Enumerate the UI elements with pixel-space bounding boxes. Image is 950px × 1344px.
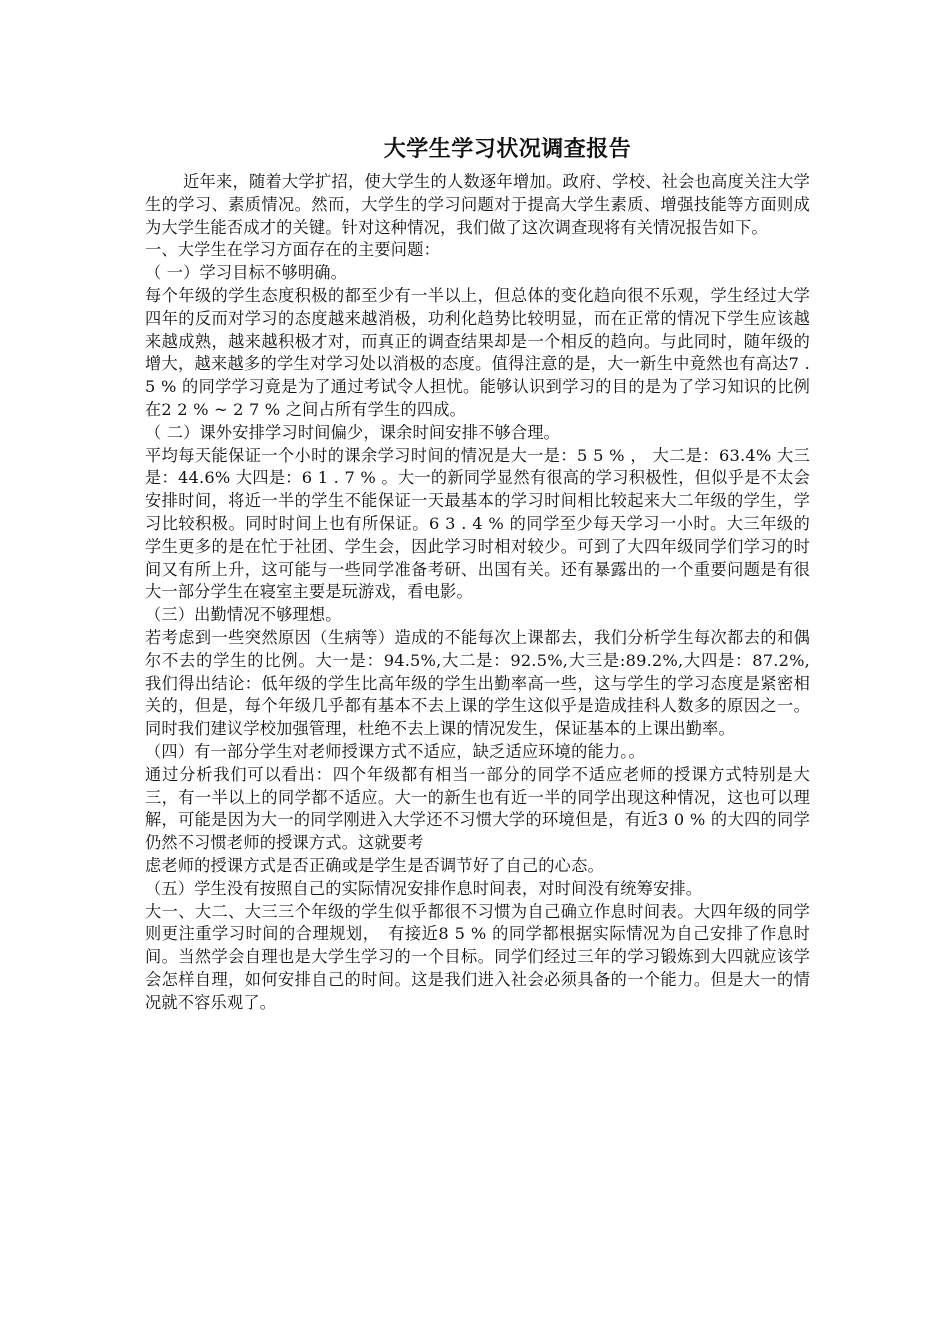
- subsection-heading-4: （四）有一部分学生对老师授课方式不适应，缺乏适应环境的能力。。: [145, 741, 645, 761]
- subsection-heading-3: （三）出勤情况不够理想。: [145, 605, 342, 625]
- subsection-body-4b: 虑老师的授课方式是否正确或是学生是否调节好了自己的心态。: [145, 855, 604, 875]
- document-title: 大学生学习状况调查报告: [383, 137, 632, 162]
- subsection-body-3: 若考虑到一些突然原因（生病等）造成的不能每次上课都去，我们分析学生每次都去的和偶尔不去的学生的比例。大一是：94.5%,大二是：92.5%,大三是:89.2%,大四是：87.2%, 我们得出结论：低年级的学生比高年级的学生出勤率高一些，这与学生的学习态度是紧密相关的，但是，每个年级几乎都有基本不去上课的学生这似乎是造成挂科人数多的原因之一。同时我们建议学校加强管理，杜绝不去上课的情况发生，保证基本的上课出勤率。: [145, 627, 810, 739]
- intro-paragraph: 近年来，随着大学扩招，使大学生的人数逐年增加。政府、学校、社会也高度关注大学生的学习、素质情况。然而，大学生的学习问题对于提高大学生素质、增强技能等方面则成为大学生能否成才的关键。针对这种情况，我们做了这次调查现将有关情况报告如下。: [145, 172, 810, 237]
- subsection-body-4a: 通过分析我们可以看出：四个年级都有相当一部分的同学不适应老师的授课方式特别是大三，有一半以上的同学都不适应。大一的新生也有近一半的同学出现这种情况，这也可以理解，可能是因为大一的同学刚进入大学还不习惯大学的环境但是，有近3 0 % 的大四的同学仍然不习惯老师的授课方式。这就要考: [145, 764, 810, 853]
- subsection-body-2: 平均每天能保证一个小时的课余学习时间的情况是大一是：5 5 % ， 大二是：63.4% 大三是：44.6% 大四是：6 1 . 7 % 。大一的新同学显然有很高的学习积极性，但似乎是不太会安排时间，将近一半的学生不能保证一天最基本的学习时间相比较起来大二年级的学生，学习比较积极。同时时间上也有所保证。6 3 . 4 % 的同学至少每天学习一小时。大三年级的学生更多的是在忙于社团、学生会，因此学习时相对较少。可到了大四年级同学们学习的时间又有所上升，这可能与一些同学准备考研、出国有关。还有暴露出的一个重要问题是有很大一部分学生在寝室主要是玩游戏，看电影。: [145, 445, 810, 602]
- subsection-body-1: 每个年级的学生态度积极的都至少有一半以上，但总体的变化趋向很不乐观，学生经过大学四年的反而对学习的态度越来越消极，功利化趋势比较明显，而在正常的情况下学生应该越来越成熟，越来越积极才对，而真正的调查结果却是一个相反的趋向。与此同时，随年级的增大，越来越多的学生对学习处以消极的态度。值得注意的是，大一新生中竟然也有高达7 . 5 % 的同学学习竟是为了通过考试令人担忧。能够认识到学习的目的是为了学习知识的比例在2 2 % ~ 2 7 % 之间占所有学生的四成。: [145, 285, 810, 419]
- section-heading: 一、大学生在学习方面存在的主要问题：: [145, 240, 440, 260]
- subsection-heading-5: （五）学生没有按照自己的实际情况安排作息时间表，对时间没有统筹安排。: [145, 878, 703, 898]
- subsection-body-5: 大一、大二、大三三个年级的学生似乎都很不习惯为自己确立作息时间表。大四年级的同学则更注重学习时间的合理规划， 有接近8 5 % 的同学都根据实际情况为自己安排了作息时间。当然学会自理也是大学生学习的一个目标。同学们经过三年的学习锻炼到大四就应该学会怎样自理，如何安排自己的时间。这是我们进入社会必须具备的一个能力。但是大一的情况就不容乐观了。: [145, 901, 810, 1012]
- document-body: [145, 133, 810, 1014]
- subsection-heading-2: （ 二）课外安排学习时间偏少，课余时间安排不够合理。: [145, 422, 561, 442]
- subsection-heading-1: （ 一）学习目标不够明确。: [145, 263, 347, 283]
